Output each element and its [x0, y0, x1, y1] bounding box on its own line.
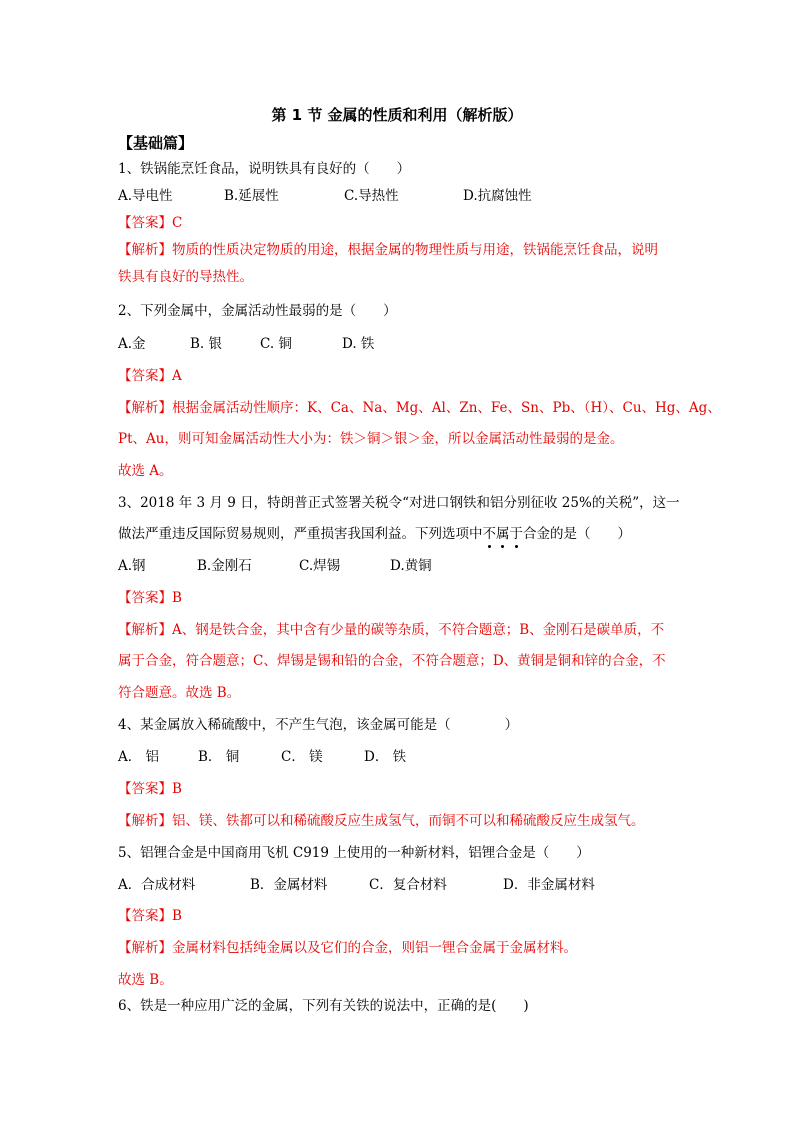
question-1-analysis-line: 铁具有良好的导热性。	[118, 269, 253, 285]
stem-text: 合金的是（ ）	[523, 526, 631, 542]
question-2-analysis-line: 【解析】根据金属活动性顺序：K、Ca、Na、Mg、Al、Zn、Fe、Sn、Pb、（H）、Cu、Hg、Ag、	[118, 400, 721, 416]
question-1-analysis-line: 【解析】物质的性质决定物质的用途，根据金属的物理性质与用途，铁锅能烹饪食品，说明	[118, 242, 658, 258]
option-d: D.黄铜	[390, 558, 432, 574]
option-d: D.抗腐蚀性	[463, 188, 532, 204]
question-6-stem: 6、铁是一种应用广泛的金属，下列有关铁的说法中，正确的是( )	[118, 998, 529, 1014]
stem-text: 做法严重违反国际贸易规则，严重损害我国利益。下列选项中	[118, 526, 483, 542]
option-b: B.延展性	[224, 188, 279, 204]
option-a: A.金	[118, 336, 146, 352]
question-3-analysis-line: 【解析】A、钢是铁合金，其中含有少量的碳等杂质，不符合题意；B、金刚石是碳单质，不	[118, 622, 665, 638]
question-3-stem-line	[118, 525, 631, 543]
question-5-stem: 5、铝锂合金是中国商用飞机 C919 上使用的一种新材料，铝锂合金是（ ）	[118, 845, 590, 861]
question-3-stem-line: 3、2018 年 3 月 9 日，特朗普正式签署关税令“对进口钢铁和铝分别征收 25%的关税”，这一	[118, 495, 680, 511]
question-5-analysis-line: 故选 B。	[118, 972, 173, 988]
option-c: C. 铜	[260, 336, 292, 352]
option-b: B．金属材料	[250, 877, 328, 893]
option-d: D． 铁	[364, 749, 407, 765]
option-d: D．非金属材料	[503, 877, 595, 893]
page-title: 第 1 节 金属的性质和利用（解析版）	[271, 106, 523, 124]
option-c: C． 镁	[281, 749, 323, 765]
question-2-analysis-line: 故选 A。	[118, 463, 173, 479]
option-a: A.钢	[118, 558, 146, 574]
question-4-stem: 4、某金属放入稀硫酸中，不产生气泡，该金属可能是（ ）	[118, 717, 519, 733]
option-b: B. 银	[190, 336, 223, 352]
question-4-answer: 【答案】B	[118, 781, 182, 797]
question-3-answer: 【答案】B	[118, 590, 182, 606]
emphasis-dot-char: 于	[509, 526, 523, 542]
question-4-analysis-line: 【解析】铝、镁、铁都可以和稀硫酸反应生成氢气，而铜不可以和稀硫酸反应生成氢气。	[118, 813, 645, 829]
question-3-analysis-line: 属于合金，符合题意；C、焊锡是锡和铅的合金，不符合题意；D、黄铜是铜和锌的合金，不	[118, 653, 666, 669]
option-c: C．复合材料	[369, 877, 447, 893]
question-3-analysis-line: 符合题意。故选 B。	[118, 685, 241, 701]
option-a: A． 铝	[118, 749, 160, 765]
question-1-answer: 【答案】C	[118, 215, 183, 231]
emphasis-dot-char: 不	[482, 526, 496, 542]
option-b: B.金刚石	[197, 558, 252, 574]
emphasis-dot-char: 属	[496, 526, 510, 542]
option-c: C.导热性	[344, 188, 399, 204]
question-5-analysis-line: 【解析】金属材料包括纯金属以及它们的合金，则铝一锂合金属于金属材料。	[118, 940, 577, 956]
option-a: A.导电性	[118, 188, 173, 204]
question-2-stem: 2、下列金属中，金属活动性最弱的是（ ）	[118, 303, 397, 319]
question-1-stem: 1、铁锅能烹饪食品，说明铁具有良好的（ ）	[118, 161, 411, 177]
question-2-analysis-line: Pt、Au，则可知金属活动性大小为：铁＞铜＞银＞金，所以金属活动性最弱的是金。	[118, 431, 624, 447]
section-heading: 【基础篇】	[118, 134, 194, 152]
option-d: D. 铁	[342, 336, 375, 352]
question-2-answer: 【答案】A	[118, 368, 182, 384]
question-5-answer: 【答案】B	[118, 908, 182, 924]
option-c: C.焊锡	[299, 558, 341, 574]
option-b: B． 铜	[198, 749, 240, 765]
option-a: A．合成材料	[118, 877, 196, 893]
